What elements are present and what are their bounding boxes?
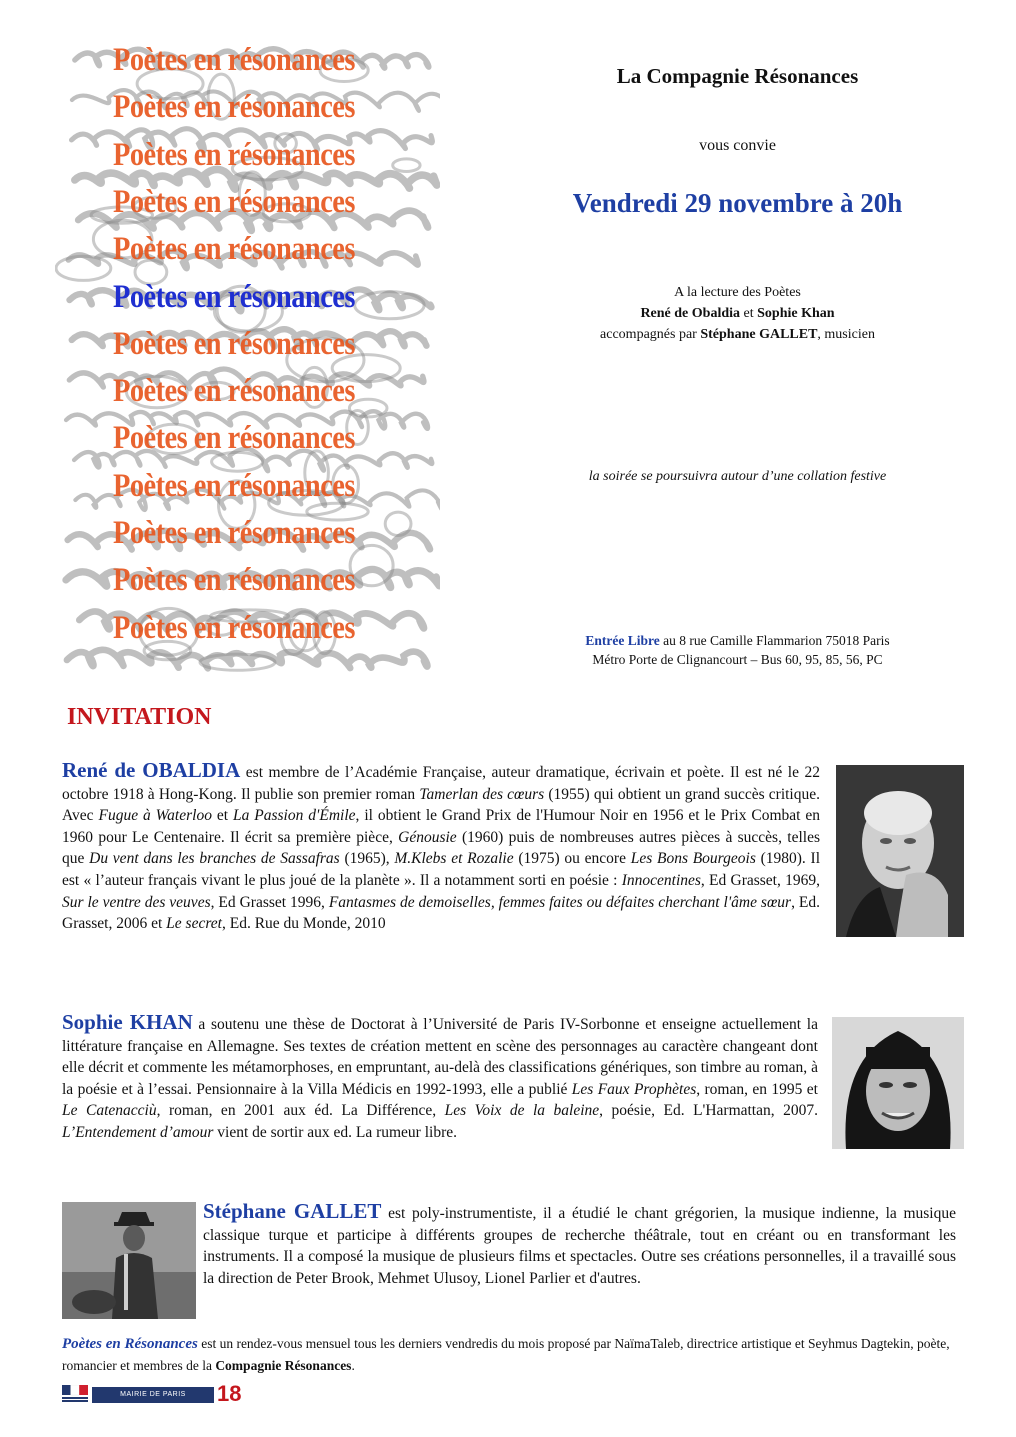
lecture-info	[540, 282, 935, 345]
venue-info	[540, 631, 935, 669]
poster-title-line: Poètes en résonances	[113, 231, 355, 268]
poster-title-line: Poètes en résonances	[113, 136, 355, 173]
arrondissement-logo: 18	[217, 1381, 242, 1406]
bio-name: René de OBALDIA	[62, 758, 241, 782]
bio-khan: Sophie KHAN a soutenu une thèse de Doctorat à l’Université de Paris IV-Sorbonne et enseigne actuellement la littérature française en Allemagne. Ses textes de création mettent en scène des personnages au caractère changeant dont elle décrit et commente les métamorphoses, en empruntant, au-delà des classifications génériques, son timbre au roman, à la poésie et à l’essai. Pensionnaire à la Villa Médicis en 1992-1993, elle a publié Les Faux Prophètes, roman, en 1995 et Le Catenacciù, roman, en 2001 aux éd. La Différence, Les Voix de la baleine, poésie, Ed. L'Harmattan, 2007. L’Entendement d’amour vient de sortir aux ed. La rumeur libre.	[62, 1010, 818, 1141]
poster-artwork	[55, 40, 440, 690]
poster-title-line: Poètes en résonances	[113, 420, 355, 457]
series-name: Poètes en Résonances	[62, 1336, 198, 1352]
invite-phrase: vous convie	[699, 137, 776, 154]
company-name: La Compagnie Résonances	[616, 64, 859, 88]
bio-obaldia: René de OBALDIA est membre de l’Académie Française, auteur dramatique, écrivain et poète. Il est né le 22 octobre 1918 à Hong-Kong. Il publie son premier roman Tamerlan des cœurs (1955) qui obtient un grand succès critique. Avec Fugue à Waterloo et La Passion d'Émile, il obtient le Grand Prix de l'Humour Noir en 1956 et le Prix Combat en 1960 pour Le Centenaire. Il écrit sa première pièce, Génousie (1960) puis de nombreuses autres pièces à succès, telles que Du vent dans les branches de Sassafras (1965), M.Klebs et Rozalie (1975) ou encore Les Bons Bourgeois (1980). Il est « l’auteur français vivant le plus joué de la planète ». Il a notamment sorti en poésie : Innocentines, Ed Grasset, 1969, Sur le ventre des veuves, Ed Grasset 1996, Fantasmes de demoiselles, femmes faites ou défaites cherchant l'âme sœur, Ed. Grasset, 2006 et Le secret, Ed. Rue du Monde, 2010	[62, 758, 821, 933]
poster-title-line: Poètes en résonances	[113, 89, 355, 126]
photo-gallet	[62, 1202, 196, 1319]
poster-title-line: Poètes en résonances	[113, 515, 355, 551]
event-date: Vendredi 29 novembre à 20h	[572, 188, 903, 218]
poster-title-line: Poètes en résonances	[113, 325, 355, 362]
sponsor-logos	[62, 1381, 262, 1407]
poster-title-line: Poètes en résonances	[113, 562, 355, 599]
lecture-line: A la lecture des Poètes	[674, 285, 801, 300]
musician-line: accompagnés par Stéphane GALLET, musicien	[600, 327, 875, 342]
poster-title-line: Poètes en résonances	[113, 278, 355, 315]
footer-note: Poètes en Résonances est un rendez-vous mensuel tous les derniers vendredis du mois proposé par NaïmaTaleb, directrice artistique et Seyhmus Dagtekin, poète, romancier et membres de la Compagnie Résonances.	[62, 1336, 950, 1373]
musician-name: Stéphane GALLET	[700, 327, 818, 342]
poster-title-line: Poètes en résonances	[113, 42, 355, 78]
poster-title-line: Poètes en résonances	[113, 373, 355, 410]
poet-name: Sophie Khan	[757, 306, 835, 321]
invitation-heading: INVITATION	[67, 704, 212, 730]
venue-address: Entrée Libre au 8 rue Camille Flammarion 75018 Paris	[585, 633, 890, 648]
poster-title-line: Poètes en résonances	[113, 467, 355, 504]
bio-gallet: Stéphane GALLET est poly-instrumentiste, il a étudié le chant grégorien, la musique indienne, la musique classique turque et participe à différents groupes de recherche théâtrale, tout en créant ou en transformant les instruments. Il a composé la musique de plusieurs films et spectacles. Outre ses créations personnelles, il a travaillé sous la direction de Peter Brook, Mehmet Ulusoy, Lionel Parlier et d'autres.	[203, 1199, 956, 1287]
poet-name: René de Obaldia	[640, 306, 741, 321]
bio-name: Stéphane GALLET	[203, 1199, 382, 1223]
republique-francaise-logo	[62, 1385, 88, 1403]
poets-line: René de Obaldia et Sophie Khan	[640, 306, 835, 321]
poster-title-line: Poètes en résonances	[113, 183, 355, 220]
metro-info: Métro Porte de Clignancourt – Bus 60, 95, 85, 56, PC	[592, 652, 883, 667]
photo-khan	[832, 1017, 964, 1149]
soiree-note: la soirée se poursuivra autour d’une collation festive	[588, 469, 887, 484]
entree-libre-label: Entrée Libre	[585, 633, 660, 648]
bio-name: Sophie KHAN	[62, 1010, 193, 1034]
photo-obaldia	[836, 765, 964, 937]
poster-title-line: Poètes en résonances	[113, 609, 355, 646]
company-ref: Compagnie Résonances	[215, 1358, 352, 1373]
mairie-de-paris-logo: MAIRIE DE PARIS	[92, 1387, 214, 1403]
